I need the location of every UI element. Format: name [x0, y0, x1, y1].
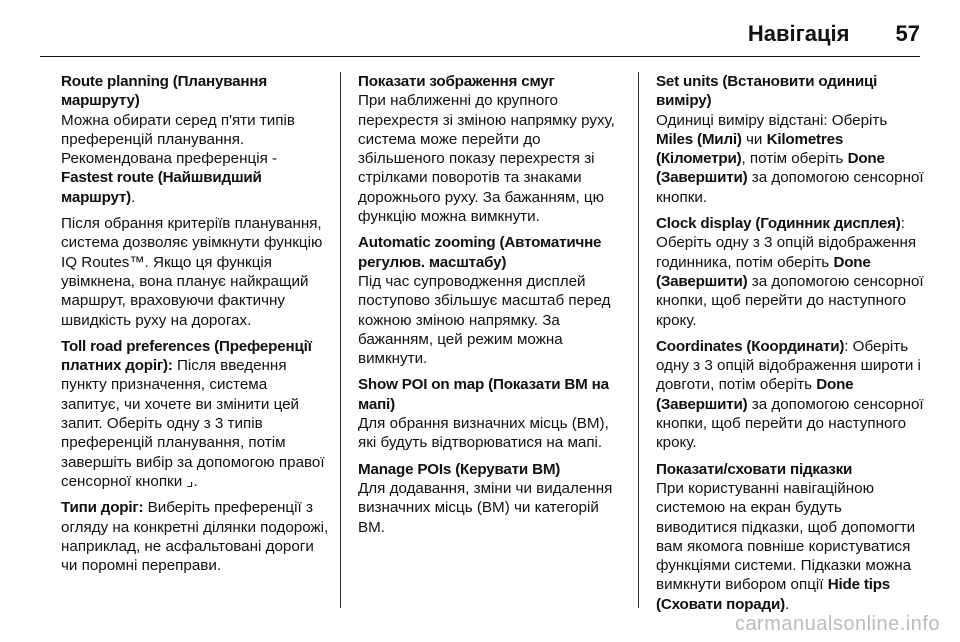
show-poi-paragraph: Show POI on map (Показати ВМ на мапі) Для обрання визначних місць (ВМ), які будуть відтворюватися на мапі. — [358, 376, 609, 452]
column-2 — [358, 72, 628, 544]
column-1 — [61, 72, 329, 582]
page-number: 57 — [895, 21, 920, 46]
tips-heading: Показати/сховати підказки — [656, 460, 853, 478]
clock-display-paragraph: Clock display (Годинник дисплея): Оберіть одну з 3 опцій відображення годинника, потім оберіть Done (Завершити) за допомогою сенсорної кнопки, щоб перейти до наступного кроку. — [656, 215, 924, 329]
watermark: carmanualsonline.info — [734, 613, 940, 635]
coordinates-paragraph: Coordinates (Координати): Оберіть одну з 3 опцій відображення широти і довготи, потім оберіть Done (Завершити) за допомогою сенсорної кнопки, щоб перейти до наступного кроку. — [656, 337, 924, 452]
column-3 — [656, 72, 926, 621]
toll-road-heading: Toll road preferences (Преференції платних доріг): — [61, 337, 312, 375]
show-poi-heading: Show POI on map (Показати ВМ на мапі) — [358, 376, 609, 413]
tips-paragraph: Показати/сховати підказки При користуванні навігаційною системою на екран будуть виводитися підказки, щоб допомогти вам якомога повніше користуватися функціями системи. Підказки можна вимкнути вибором опції Hide tips (Сховати поради). — [656, 460, 916, 613]
toll-road-paragraph: Toll road preferences (Преференції платних доріг): Після введення пункту призначення, система запитує, чи хочете ви змінити цей запит. Оберіть одну з 3 типів преференцій планування, потім завершіть вибір за допомогою правої сенсорної кнопки ⌟. — [61, 337, 325, 490]
manage-poi-paragraph: Manage POIs (Керувати ВМ) Для додавання, зміни чи видалення визначних місць (ВМ) чи категорій ВМ. — [358, 460, 613, 536]
manage-poi-heading: Manage POIs (Керувати ВМ) — [358, 460, 561, 478]
lane-images-heading: Показати зображення смуг — [358, 73, 555, 90]
section-title: Навігація — [747, 21, 850, 46]
set-units-heading: Set units (Встановити одиниці виміру) — [656, 73, 878, 110]
column-divider-1 — [340, 72, 341, 608]
route-planning-paragraph: Route planning (Планування маршруту) Можна обирати серед п'яти типів преференцій планування. Рекомендована преференція - Fastest route (Найшвидший маршрут). — [61, 73, 295, 206]
auto-zoom-paragraph: Automatic zooming (Автоматичне регулюв. масштабу) Під час супроводження дисплей поступово збільшує масштаб перед кожною зміною напрямку. За бажанням, цей режим можна вимкнути. — [358, 234, 611, 368]
clock-display-heading: Clock display (Годинник дисплея) — [656, 215, 901, 233]
road-types-heading: Типи доріг: — [61, 499, 144, 517]
road-types-paragraph: Типи доріг: Виберіть преференції з огляду на конкретні ділянки подорожі, наприклад, не асфальтовані дороги чи поромні переправи. — [61, 499, 329, 575]
route-planning-heading: Route planning (Планування маршруту) — [61, 73, 268, 110]
page-header — [40, 12, 920, 57]
set-units-paragraph: Set units (Встановити одиниці виміру) Одиниці виміру відстані: Оберіть Miles (Милі) чи Kilometres (Кілометри), потім оберіть Done (Завершити) за допомогою сенсорної кнопки. — [656, 73, 924, 206]
auto-zoom-heading: Automatic zooming (Автоматичне регулюв. масштабу) — [358, 234, 602, 271]
lane-images-paragraph: Показати зображення смуг При наближенні до крупного перехрестя зі зміною напрямку руху, система може перейти до збільшеного показу перехрестя зі стрілками поворотів та знаками дорожнього руху. За бажанням, цю функцію можна вимкнути. — [358, 73, 615, 226]
column-divider-2 — [638, 72, 639, 608]
coordinates-heading: Coordinates (Координати) — [656, 337, 845, 355]
iq-routes-paragraph: Після обрання критеріїв планування, система дозволяє увімкнути функцію IQ Routes™. Якщо ця функція увімкнена, вона планує найкращий маршрут, враховуючи фактичну швидкість руху на дорогах. — [61, 215, 323, 329]
